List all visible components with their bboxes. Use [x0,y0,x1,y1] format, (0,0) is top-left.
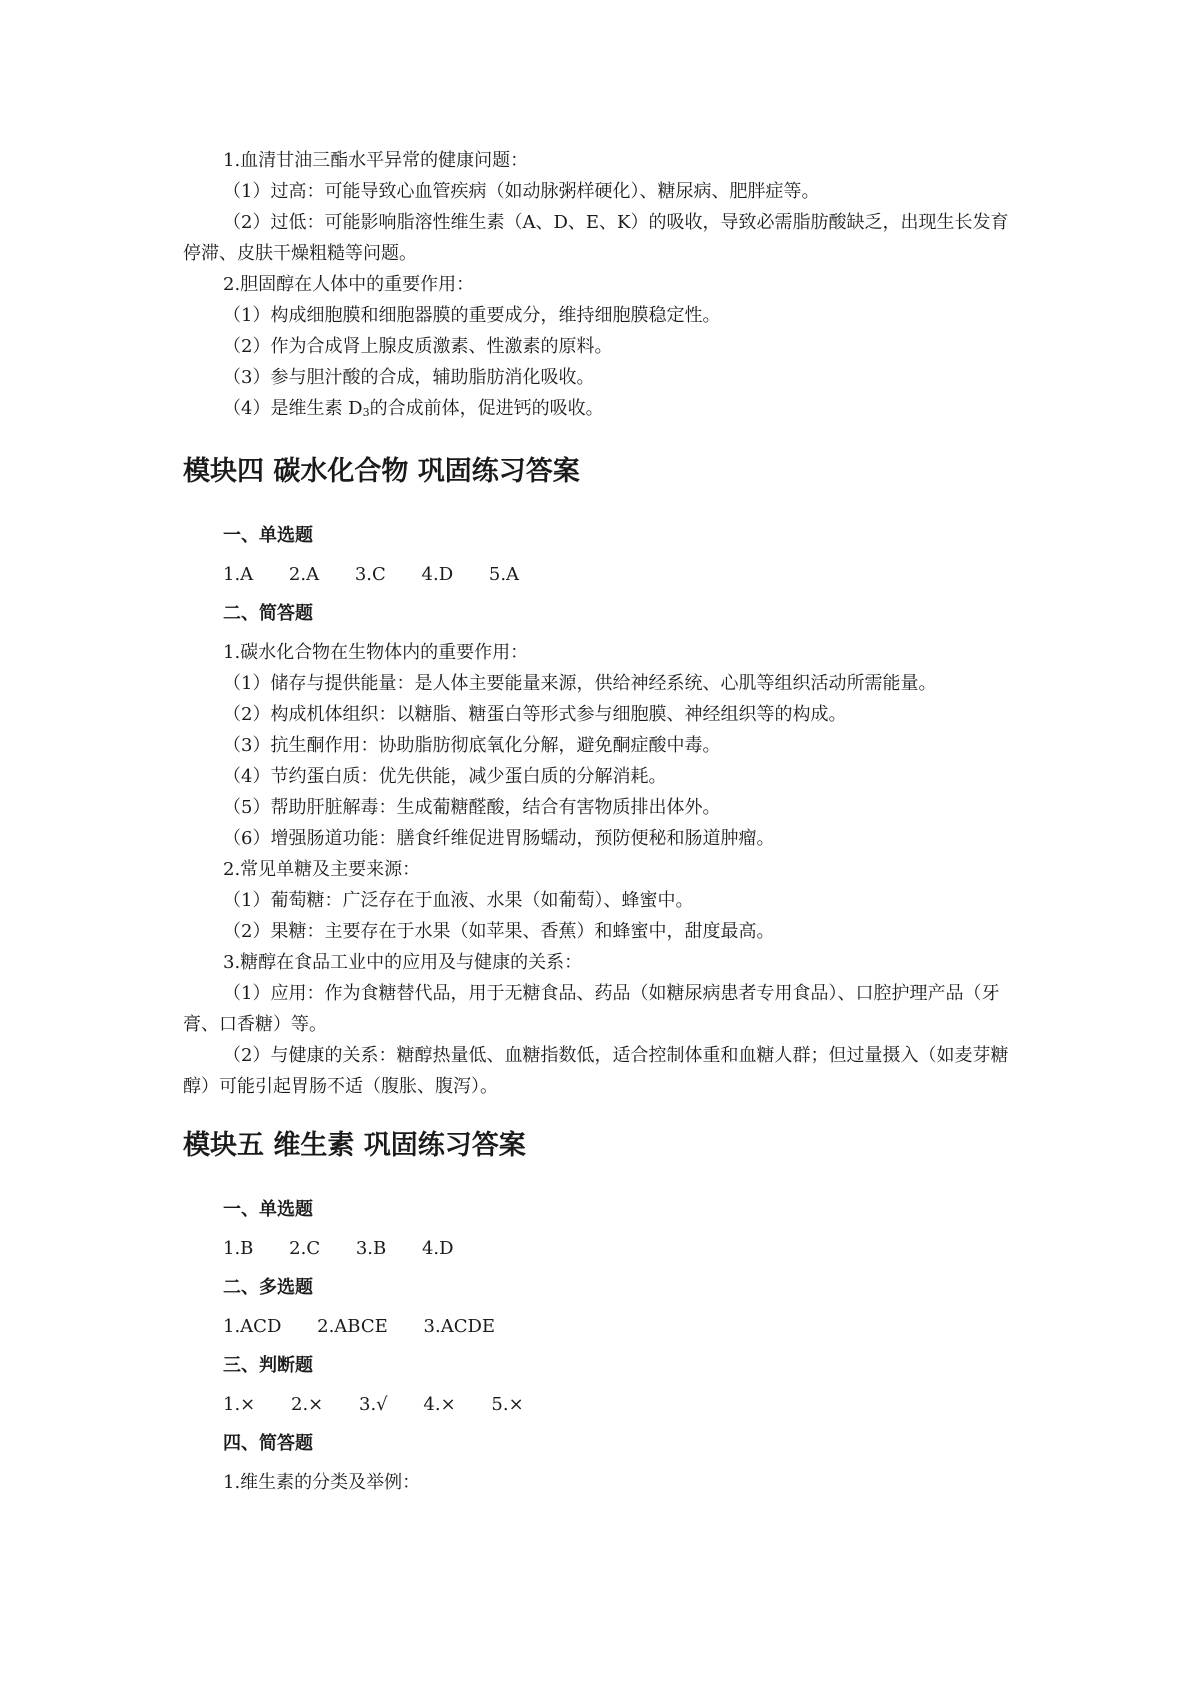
answer-text: （2）作为合成肾上腺皮质激素、性激素的原料。 [223,336,613,357]
question-text: 1.血清甘油三酯水平异常的健康问题： [223,150,529,171]
subscript: 3 [362,406,370,419]
answer-row [183,1311,1018,1342]
answer-item: 2.A [288,564,320,585]
module-title: 模块四 碳水化合物 巩固练习答案 [183,456,580,487]
answer-text: （1）构成细胞膜和细胞器膜的重要成分，维持细胞膜稳定性。 [223,305,721,326]
answer-item: 5.× [491,1394,524,1415]
answer-text: （2）构成机体组织：以糖脂、糖蛋白等形式参与细胞膜、神经组织等的构成。 [223,704,847,725]
answer-item: 3.B [355,1238,387,1259]
question-text: 1.碳水化合物在生物体内的重要作用： [223,642,529,663]
answer-text: （6）增强肠道功能：膳食纤维促进胃肠蠕动，预防便秘和肠道肿瘤。 [223,828,775,849]
section-title: 四、简答题 [223,1433,313,1454]
section-title: 一、单选题 [223,525,313,546]
question-text: 2.常见单糖及主要来源： [223,859,421,880]
answer-text: （2）果糖：主要存在于水果（如苹果、香蕉）和蜂蜜中，甜度最高。 [223,921,775,942]
answer-row [183,1233,1018,1264]
answer-row [183,1389,1018,1420]
answer-text: （1）过高：可能导致心血管疾病（如动脉粥样硬化）、糖尿病、肥胖症等。 [223,181,820,202]
answer-item: 4.× [423,1394,456,1415]
answer-item: 1.ACD [223,1316,282,1337]
question-text: 1.维生素的分类及举例： [223,1472,421,1493]
answer-text-part: 的合成前体，促进钙的吸收。 [369,398,604,419]
answer-text-part: （4）是维生素 D [223,398,363,419]
section-title: 二、简答题 [223,603,313,624]
answer-text: （2）过低：可能影响脂溶性维生素（A、D、E、K）的吸收，导致必需脂肪酸缺乏，出现生长发育停滞、皮肤干燥粗糙等问题。 [183,212,1009,264]
answer-row [183,559,1018,590]
answer-text: （3）抗生酮作用：协助脂肪彻底氧化分解，避免酮症酸中毒。 [223,735,721,756]
question-text: 2.胆固醇在人体中的重要作用： [223,274,475,295]
answer-text: （4）节约蛋白质：优先供能，减少蛋白质的分解消耗。 [223,766,667,787]
answer-item: 3.√ [359,1394,388,1415]
module-title: 模块五 维生素 巩固练习答案 [183,1130,526,1161]
section-title: 二、多选题 [223,1277,313,1298]
question-text: 3.糖醇在食品工业中的应用及与健康的关系： [223,952,583,973]
answer-text: （3）参与胆汁酸的合成，辅助脂肪消化吸收。 [223,367,595,388]
answer-item: 3.C [354,564,386,585]
answer-text: （1）应用：作为食糖替代品，用于无糖食品、药品（如糖尿病患者专用食品）、口腔护理产品（牙膏、口香糖）等。 [183,983,1000,1035]
section-title: 三、判断题 [223,1355,313,1376]
answer-item: 4.D [421,564,454,585]
page-content [183,145,1018,1498]
answer-text [183,393,1018,428]
answer-item: 3.ACDE [423,1316,496,1337]
answer-text: （1）葡萄糖：广泛存在于血液、水果（如葡萄）、蜂蜜中。 [223,890,694,911]
answer-item: 1.× [223,1394,256,1415]
answer-item: 5.A [488,564,520,585]
answer-text: （5）帮助肝脏解毒：生成葡糖醛酸，结合有害物质排出体外。 [223,797,721,818]
answer-item: 1.B [223,1238,254,1259]
answer-item: 1.A [223,564,254,585]
answer-text: （1）储存与提供能量：是人体主要能量来源，供给神经系统、心肌等组织活动所需能量。 [223,673,937,694]
answer-item: 2.× [291,1394,324,1415]
answer-text: （2）与健康的关系：糖醇热量低、血糖指数低，适合控制体重和血糖人群；但过量摄入（如麦芽糖醇）可能引起胃肠不适（腹胀、腹泻）。 [183,1045,1009,1097]
answer-item: 2.ABCE [317,1316,388,1337]
section-title: 一、单选题 [223,1199,313,1220]
answer-item: 2.C [289,1238,321,1259]
answer-item: 4.D [421,1238,454,1259]
